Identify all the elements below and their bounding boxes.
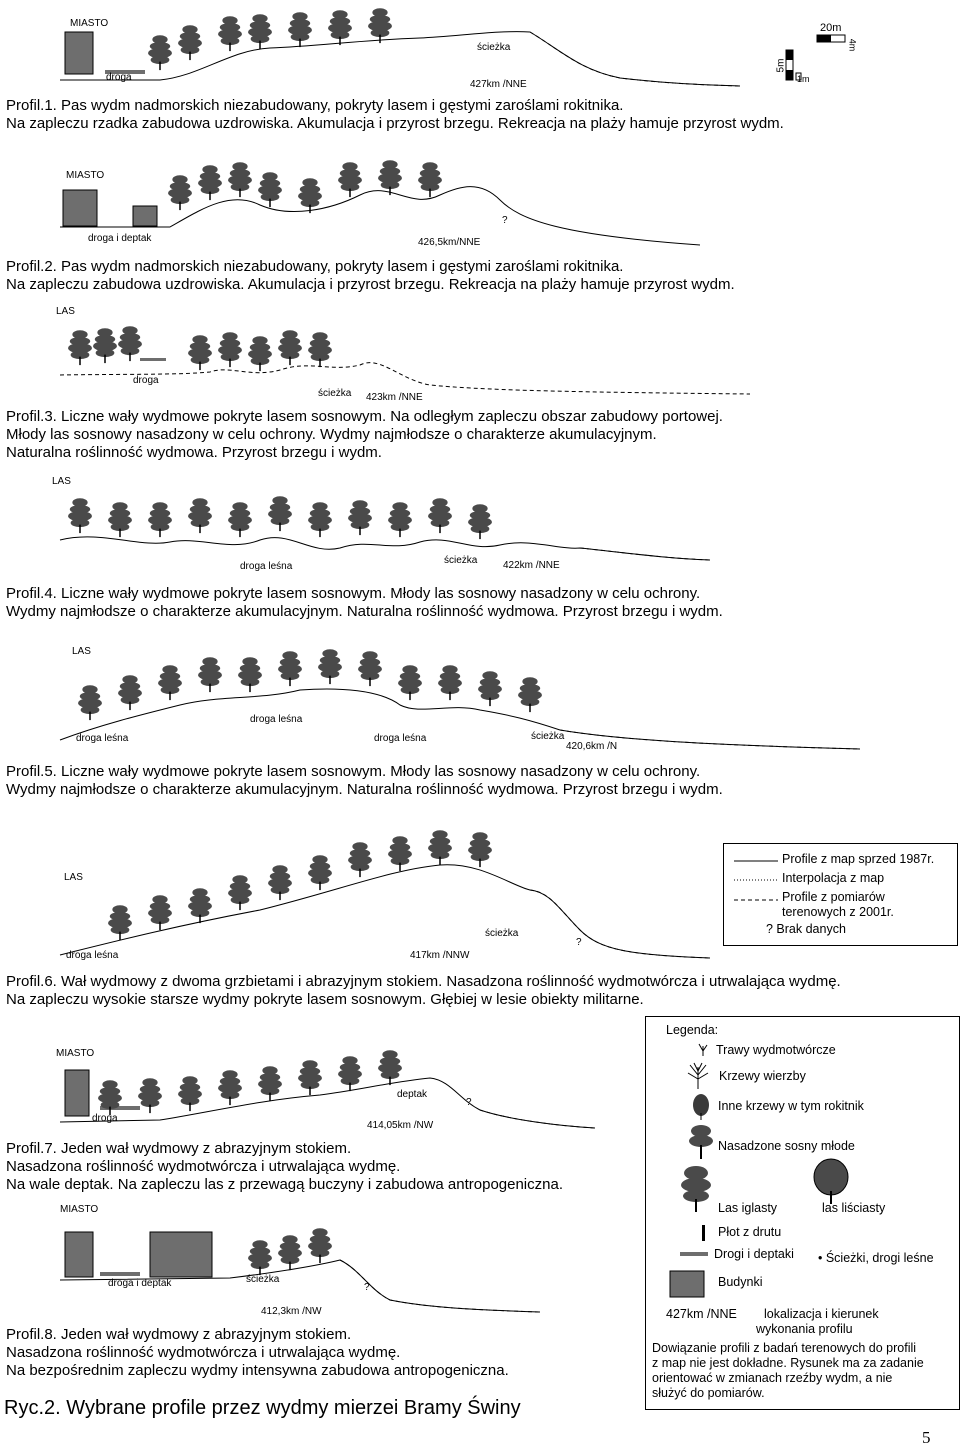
pine-tree-icon: [228, 162, 252, 197]
pine-tree-icon: [338, 162, 362, 197]
legend-willow: Krzewy wierzby: [719, 1069, 806, 1083]
profile-1-place: MIASTO: [70, 18, 109, 29]
pine-tree-icon: [198, 657, 222, 692]
conifer-icon: [676, 1163, 716, 1213]
pine-tree-icon: [178, 25, 202, 60]
pine-tree-icon: [68, 498, 92, 533]
profile-7-loc: 414,05km /NW: [367, 1120, 434, 1131]
profile-4-loc: 422km /NNE: [503, 560, 560, 571]
pine-tree-icon: [68, 330, 92, 365]
profile-6-loc: 417km /NNW: [410, 950, 470, 961]
pine-tree-icon: [278, 651, 302, 686]
pine-tree-icon: [518, 677, 542, 712]
legend-loc-desc1: lokalizacja i kierunek: [764, 1307, 879, 1321]
pine-tree-icon: [308, 502, 332, 537]
pine-tree-icon: [418, 162, 442, 197]
pine-tree-icon: [428, 498, 452, 533]
profile-8-road: droga i deptak: [108, 1278, 172, 1289]
pine-tree-icon: [378, 160, 402, 195]
pine-tree-icon: [318, 649, 342, 684]
profile-6-drawing: [60, 830, 720, 965]
pine-tree-icon: [118, 326, 142, 361]
pine-tree-icon: [78, 685, 102, 720]
legend-conifer: Las iglasty: [718, 1201, 778, 1215]
profile-7-caption: [6, 1140, 563, 1194]
legend-dashed1: Profile z pomiarów: [782, 890, 885, 904]
legend-roads: Drogi i deptaki: [714, 1247, 794, 1261]
legend-young-pines: Nasadzone sosny młode: [718, 1139, 855, 1153]
pine-tree-icon: [298, 1060, 322, 1095]
pine-tree-icon: [298, 178, 322, 213]
legend-solid: Profile z map sprzed 1987r.: [782, 852, 935, 866]
pine-tree-icon: [108, 905, 132, 940]
note-line: orientować w zmianach rzeźby wydm, a nie: [652, 1371, 893, 1385]
profile-6-q: ?: [576, 937, 582, 948]
pine-tree-icon: [148, 502, 172, 537]
profile-6-caption: [6, 973, 841, 1009]
pine-tree-icon: [258, 1066, 282, 1101]
pine-tree-icon: [358, 651, 382, 686]
pine-tree-icon: [158, 665, 182, 700]
pine-tree-icon: [228, 502, 252, 537]
profile-8-q: ?: [364, 1282, 370, 1293]
grass-icon: [696, 1041, 710, 1057]
profile-5-road: droga leśna: [76, 733, 129, 744]
caption-line: Profil.4. Liczne wały wydmowe pokryte lasem sosnowym. Młody las sosnowy nasadzony w celu ochrony.: [6, 585, 701, 602]
pine-tree-icon: [328, 10, 352, 45]
pine-tree-icon: [218, 1070, 242, 1105]
legend-paths: • Ścieżki, drogi leśne: [818, 1251, 934, 1265]
caption-line: Profil.8. Jeden wał wydmowy z abrazyjnym stokiem.: [6, 1326, 352, 1343]
fence-icon: [700, 1223, 708, 1243]
pine-tree-icon: [308, 855, 332, 890]
note-line: Dowiązanie profili z badań terenowych do profili: [652, 1341, 917, 1355]
profile-5-caption: [6, 763, 723, 799]
profile-5-road3: droga leśna: [374, 733, 427, 744]
pine-tree-icon: [238, 657, 262, 692]
profile-4-path: ścieżka: [444, 555, 478, 566]
profile-3-path: ścieżka: [318, 388, 352, 399]
profile-6-path: ścieżka: [485, 928, 519, 939]
legend-note: [652, 1341, 924, 1401]
profile-5-loc: 420,6km /N: [566, 741, 618, 752]
profile-2-place: MIASTO: [66, 170, 105, 181]
pine-tree-icon: [138, 1078, 162, 1113]
caption-line: Na zapleczu rzadka zabudowa uzdrowiska. Akumulacja i przyrost brzegu. Rekreacja na plaży hamuje przyrost wydm.: [6, 115, 784, 132]
pine-tree-icon: [268, 496, 292, 531]
pine-tree-icon: [148, 35, 172, 70]
profile-7-drawing: [60, 1040, 600, 1135]
pine-tree-icon: [118, 675, 142, 710]
pine-tree-icon: [388, 836, 412, 871]
caption-line: Młody las sosnowy nasadzony w celu ochrony. Wydmy najmłodsze o charakterze akumulacyjnym.: [6, 426, 657, 443]
line-legend: [723, 843, 958, 946]
pine-tree-icon: [218, 16, 242, 51]
pine-tree-icon: [368, 8, 392, 43]
pine-tree-icon: [478, 671, 502, 706]
pine-tree-icon: [198, 165, 222, 200]
caption-line: Na zapleczu wysokie starsze wydmy pokryte lasem sosnowym. Głębiej w lesie obiekty militarne.: [6, 991, 644, 1008]
note-line: z map nie jest dokładne. Rysunek ma za zadanie: [652, 1356, 924, 1370]
profile-6-road: droga leśna: [66, 950, 119, 961]
profile-4-caption: [6, 585, 723, 621]
legend-loc-desc2: wykonania profilu: [756, 1322, 853, 1336]
profile-1-path: ścieżka: [477, 42, 511, 53]
pine-tree-icon: [248, 1240, 272, 1275]
profile-8-place: MIASTO: [60, 1204, 99, 1215]
pine-tree-icon: [278, 1235, 302, 1270]
caption-line: Profil.2. Pas wydm nadmorskich niezabudowany, pokryty lasem i gęstymi zaroślami rokitnika.: [6, 258, 624, 275]
caption-line: Profil.5. Liczne wały wydmowe pokryte lasem sosnowym. Młody las sosnowy nasadzony w celu ochrony.: [6, 763, 701, 780]
legend-grass: Trawy wydmotwórcze: [716, 1043, 836, 1057]
pine-tree-icon: [308, 1228, 332, 1263]
note-line: służyć do pomiarów.: [652, 1386, 765, 1400]
legend-buildings: Budynki: [718, 1275, 763, 1289]
profile-3-caption: [6, 408, 723, 462]
caption-line: Na zapleczu zabudowa uzdrowiska. Akumulacja i przyrost brzegu. Rekreacja na plaży hamuje przyrost wydm.: [6, 276, 735, 293]
caption-line: Nasadzona roślinność wydmotwórcza i utrwalająca wydmę.: [6, 1344, 401, 1361]
profile-2-caption: [6, 258, 735, 294]
profile-1-drawing: [60, 10, 750, 95]
pine-tree-icon: [398, 665, 422, 700]
profile-2-loc: 426,5km/NNE: [418, 237, 481, 248]
profile-3-drawing: [60, 310, 760, 405]
pine-tree-icon: [278, 330, 302, 365]
caption-line: Profil.1. Pas wydm nadmorskich niezabudowany, pokryty lasem i gęstymi zaroślami rokitnika.: [6, 97, 624, 114]
pine-tree-icon: [108, 502, 132, 537]
profile-1-loc: 427km /NNE: [470, 79, 527, 90]
profile-5-road2: droga leśna: [250, 714, 303, 725]
pine-tree-icon: [378, 1050, 402, 1085]
caption-line: Profil.3. Liczne wały wydmowe pokryte lasem sosnowym. Na odległym zapleczu obszar zabudowy portowej.: [6, 408, 723, 425]
profile-8-caption: [6, 1326, 509, 1380]
figure-caption: Ryc.2. Wybrane profile przez wydmy mierzei Bramy Świny: [4, 1397, 521, 1419]
building-icon: [668, 1269, 708, 1299]
profile-1-caption: [6, 97, 784, 133]
caption-line: Wydmy najmłodsze o charakterze akumulacyjnym. Naturalna roślinność wydmowa. Przyrost brzegu i wydm.: [6, 781, 723, 798]
pine-tree-icon: [178, 1076, 202, 1111]
caption-line: Na bezpośrednim zapleczu wydmy intensywna zabudowa antropogeniczna.: [6, 1362, 509, 1379]
caption-line: Profil.7. Jeden wał wydmowy z abrazyjnym stokiem.: [6, 1140, 352, 1157]
pine-tree-icon: [348, 500, 372, 535]
caption-line: Wydmy najmłodsze o charakterze akumulacyjnym. Naturalna roślinność wydmowa. Przyrost brzegu i wydm.: [6, 603, 723, 620]
pine-tree-icon: [218, 332, 242, 367]
profile-3-loc: 423km /NNE: [366, 392, 423, 403]
legend-dotted: Interpolacja z map: [782, 871, 885, 885]
road-icon: [678, 1249, 712, 1259]
profile-3-place: LAS: [56, 306, 75, 317]
caption-line: Na wale deptak. Na zapleczu las z przewagą buczyny i zabudowa antropogeniczna.: [6, 1176, 563, 1193]
shrub-icon: [690, 1091, 712, 1121]
deciduous-icon: [811, 1157, 851, 1205]
pine-tree-icon: [188, 335, 212, 370]
pine-tree-icon: [288, 12, 312, 47]
caption-line: Naturalna roślinność wydmowa. Przyrost brzegu i wydm.: [6, 444, 382, 461]
profile-8-drawing: [60, 1210, 550, 1320]
page-number: 5: [922, 1428, 931, 1447]
profile-7-road: droga: [92, 1113, 118, 1124]
legend-deciduous: las liściasty: [822, 1201, 886, 1215]
profile-7-promenade: deptak: [397, 1089, 428, 1100]
profile-4-place: LAS: [52, 476, 71, 487]
scale-unit: 1m: [797, 74, 810, 84]
caption-line: Profil.6. Wał wydmowy z dwoma grzbietami i abrazyjnym stokiem. Nasadzona roślinność wydmotwórcza i utrwalająca wydmę.: [6, 973, 841, 990]
profile-3-road: droga: [133, 375, 159, 386]
pine-tree-icon: [258, 172, 282, 207]
profile-2-road: droga i deptak: [88, 233, 152, 244]
willow-icon: [686, 1061, 710, 1091]
profile-1-road: droga: [106, 72, 132, 83]
pine-tree-icon: [268, 865, 292, 900]
legend-shrubs: Inne krzewy w tym rokitnik: [718, 1099, 864, 1113]
pine-tree-icon: [188, 888, 212, 923]
pine-tree-icon: [438, 665, 462, 700]
pine-tree-icon: [468, 504, 492, 539]
symbol-legend: [645, 1016, 960, 1410]
legend-title: Legenda:: [666, 1023, 719, 1037]
pine-tree-icon: [248, 14, 272, 49]
legend-nodata: ? Brak danych: [766, 922, 846, 936]
pine-tree-icon: [348, 842, 372, 877]
profile-8-path: ścieżka: [246, 1274, 280, 1285]
legend-fence: Płot z drutu: [718, 1225, 782, 1239]
legend-dashed2: terenowych z 2001r.: [782, 905, 894, 919]
profile-2-q: ?: [502, 215, 508, 226]
pine-tree-icon: [228, 875, 252, 910]
pine-tree-icon: [468, 832, 492, 867]
pine-tree-icon: [188, 498, 212, 533]
pine-tree-icon: [338, 1056, 362, 1091]
caption-line: Nasadzona roślinność wydmotwórcza i utrwalająca wydmę.: [6, 1158, 401, 1175]
profile-5-drawing: [60, 645, 870, 755]
profile-8-loc: 412,3km /NW: [261, 1306, 322, 1317]
pine-tree-icon: [308, 332, 332, 367]
profile-5-path: ścieżka: [531, 731, 565, 742]
scale-h: 20m: [820, 22, 842, 34]
profile-4-drawing: [60, 480, 720, 575]
profile-5-place: LAS: [72, 646, 91, 657]
scale-v2: 5m: [775, 58, 787, 73]
line-legend-symbols: [734, 852, 782, 912]
pine-tree-icon: [148, 895, 172, 930]
profile-7-q: ?: [466, 1097, 472, 1108]
pine-tree-icon: [428, 830, 452, 865]
pine-tree-icon: [93, 328, 117, 363]
profile-2-drawing: [60, 150, 710, 250]
scale-v1: 4m: [847, 38, 858, 52]
pine-tree-icon: [388, 502, 412, 537]
pine-tree-icon: [248, 336, 272, 371]
profile-6-place: LAS: [64, 872, 83, 883]
pine-tree-icon: [168, 175, 192, 210]
young-pine-icon: [686, 1121, 716, 1161]
legend-loc-code: 427km /NNE: [666, 1307, 737, 1321]
profile-7-place: MIASTO: [56, 1048, 95, 1059]
profile-4-road: droga leśna: [240, 561, 293, 572]
